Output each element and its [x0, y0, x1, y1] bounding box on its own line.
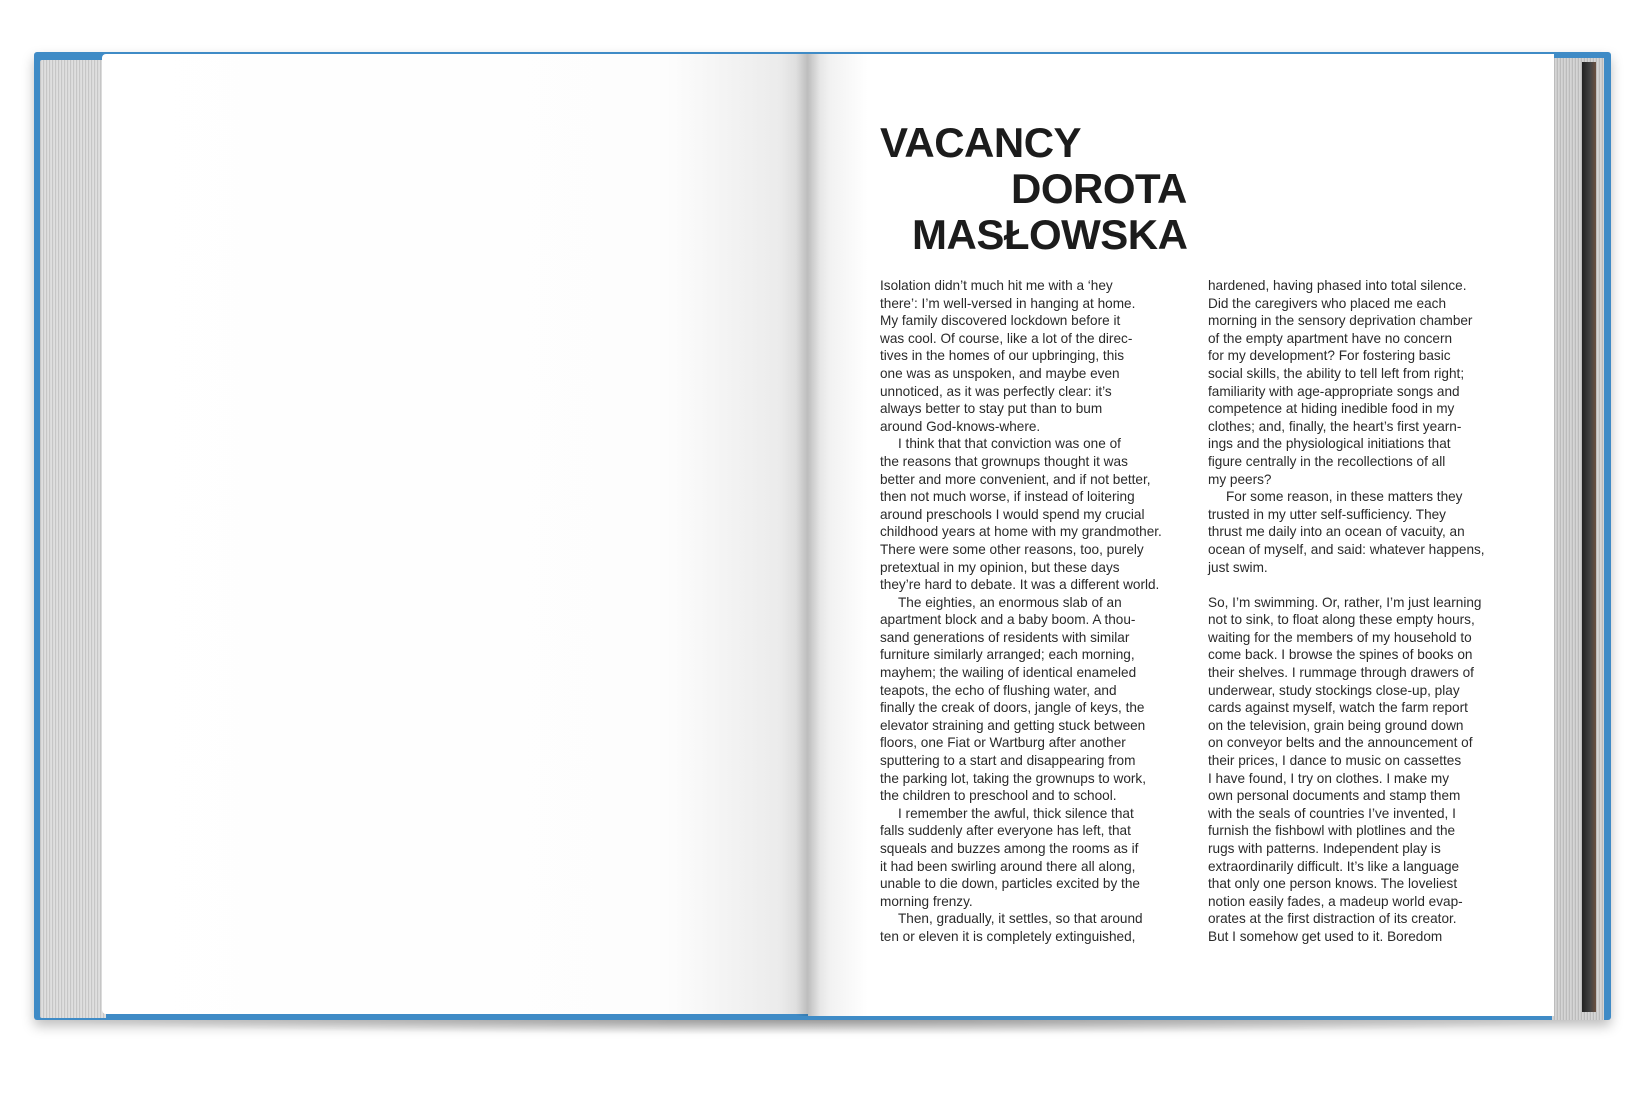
left-page-edges — [40, 60, 106, 1018]
text-line: unnoticed, as it was perfectly clear: it’s — [880, 383, 1112, 399]
text-line: on the television, grain being ground down — [1208, 717, 1464, 733]
text-line: they’re hard to debate. It was a different world. — [880, 577, 1160, 593]
text-line: For some reason, in these matters they — [1226, 489, 1463, 505]
title-line-author-first: DOROTA — [1011, 165, 1187, 212]
text-line: tives in the homes of our upbringing, this — [880, 348, 1125, 364]
left-page-blank — [102, 54, 808, 1014]
text-line: morning frenzy. — [880, 893, 973, 909]
text-line: it had been swirling around there all along, — [880, 858, 1136, 874]
right-page-edges — [1552, 58, 1604, 1020]
text-line: the children to preschool and to school. — [880, 788, 1117, 804]
text-line: was cool. Of course, like a lot of the direc- — [880, 330, 1133, 346]
text-line: But I somehow get used to it. Boredom — [1208, 928, 1443, 944]
text-line: ocean of myself, and said: whatever happens, — [1208, 541, 1485, 557]
text-line: orates at the first distraction of its creator. — [1208, 911, 1457, 927]
text-line: I think that that conviction was one of — [898, 436, 1121, 452]
text-line: childhood years at home with my grandmother. — [880, 524, 1162, 540]
text-line: Did the caregivers who placed me each — [1208, 295, 1447, 311]
title-line-author-last: MASŁOWSKA — [912, 211, 1188, 258]
text-column-right — [1208, 277, 1514, 946]
text-line: squeals and buzzes among the rooms as if — [880, 841, 1139, 856]
text-line: pretextual in my opinion, but these days — [880, 559, 1120, 575]
text-line: always better to stay put than to bum — [880, 401, 1103, 417]
text-line: their prices, I dance to music on cassettes — [1208, 753, 1462, 769]
text-line: come back. I browse the spines of books on — [1208, 647, 1473, 663]
title-line-vacancy: VACANCY — [880, 119, 1082, 166]
text-line: notion easily fades, a madeup world evap- — [1208, 893, 1463, 909]
text-line: finally the creak of doors, jangle of keys, the — [880, 700, 1145, 716]
text-line: just swim. — [1208, 559, 1268, 575]
text-line: of the empty apartment have no concern — [1208, 330, 1453, 346]
text-line — [1208, 576, 1514, 594]
text-line: my peers? — [1208, 471, 1272, 487]
text-line: hardened, having phased into total silence. — [1208, 278, 1467, 293]
text-line: apartment block and a baby boom. A thou- — [880, 612, 1136, 628]
text-line: teapots, the echo of flushing water, and — [880, 682, 1117, 698]
text-line: the parking lot, taking the grownups to work, — [880, 770, 1146, 786]
text-line: furniture similarly arranged; each morning, — [880, 647, 1135, 663]
text-line: My family discovered lockdown before it — [880, 313, 1121, 329]
text-line: furnish the fishbowl with plotlines and the — [1208, 823, 1456, 839]
text-line: better and more convenient, and if not better, — [880, 471, 1151, 487]
text-line: their shelves. I rummage through drawers of — [1208, 665, 1474, 681]
text-line: ings and the physiological initiations that — [1208, 436, 1451, 452]
text-line: morning in the sensory deprivation chamber — [1208, 313, 1473, 329]
text-line: mayhem; the wailing of identical enameled — [880, 665, 1137, 681]
text-line: unable to die down, particles excited by the — [880, 876, 1140, 892]
text-line: there’: I’m well-versed in hanging at home. — [880, 295, 1136, 311]
text-line: cards against myself, watch the farm report — [1208, 700, 1468, 716]
text-line: elevator straining and getting stuck between — [880, 717, 1146, 733]
text-line: for my development? For fostering basic — [1208, 348, 1451, 364]
text-line: sand generations of residents with similar — [880, 629, 1130, 645]
text-line: on conveyor belts and the announcement of — [1208, 735, 1473, 751]
text-line: I have found, I try on clothes. I make my — [1208, 770, 1450, 786]
text-line: trusted in my utter self-sufficiency. They — [1208, 506, 1446, 522]
text-line: not to sink, to float along these empty hours, — [1208, 612, 1475, 628]
text-line: that only one person knows. The loveliest — [1208, 876, 1458, 892]
text-line: around God-knows-where. — [880, 418, 1041, 434]
text-line: extraordinarily difficult. It’s like a language — [1208, 858, 1460, 874]
essay-title — [880, 119, 1188, 258]
text-line: clothes; and, finally, the heart’s first yearn- — [1208, 418, 1462, 434]
text-line: figure centrally in the recollections of all — [1208, 453, 1446, 469]
text-line: social skills, the ability to tell left from right; — [1208, 365, 1465, 381]
text-line: sputtering to a start and disappearing from — [880, 753, 1136, 769]
text-line: underwear, study stockings close-up, play — [1208, 682, 1460, 698]
text-line: with the seals of countries I’ve invented, I — [1208, 805, 1456, 821]
text-line: So, I’m swimming. Or, rather, I’m just learning — [1208, 594, 1482, 610]
text-line: familiarity with age-appropriate songs and — [1208, 383, 1460, 399]
text-line: waiting for the members of my household to — [1208, 629, 1472, 645]
text-line: The eighties, an enormous slab of an — [898, 594, 1122, 610]
text-line: Then, gradually, it settles, so that around — [898, 911, 1143, 927]
text-line: own personal documents and stamp them — [1208, 788, 1461, 804]
text-line: rugs with patterns. Independent play is — [1208, 841, 1441, 856]
text-line: the reasons that grownups thought it was — [880, 453, 1128, 469]
book-gutter — [796, 54, 820, 1016]
text-line: ten or eleven it is completely extinguished, — [880, 928, 1136, 944]
text-line: then not much worse, if instead of loitering — [880, 489, 1135, 505]
text-line: There were some other reasons, too, purely — [880, 541, 1144, 557]
text-line: one was as unspoken, and maybe even — [880, 365, 1120, 381]
text-line: Isolation didn’t much hit me with a ‘hey — [880, 278, 1113, 293]
text-column-left — [880, 277, 1180, 946]
text-line: falls suddenly after everyone has left, that — [880, 823, 1131, 839]
text-line: competence at hiding inedible food in my — [1208, 401, 1455, 417]
text-line: floors, one Fiat or Wartburg after another — [880, 735, 1126, 751]
text-line: I remember the awful, thick silence that — [898, 805, 1134, 821]
text-line: thrust me daily into an ocean of vacuity, an — [1208, 524, 1465, 540]
text-line: around preschools I would spend my crucial — [880, 506, 1145, 522]
